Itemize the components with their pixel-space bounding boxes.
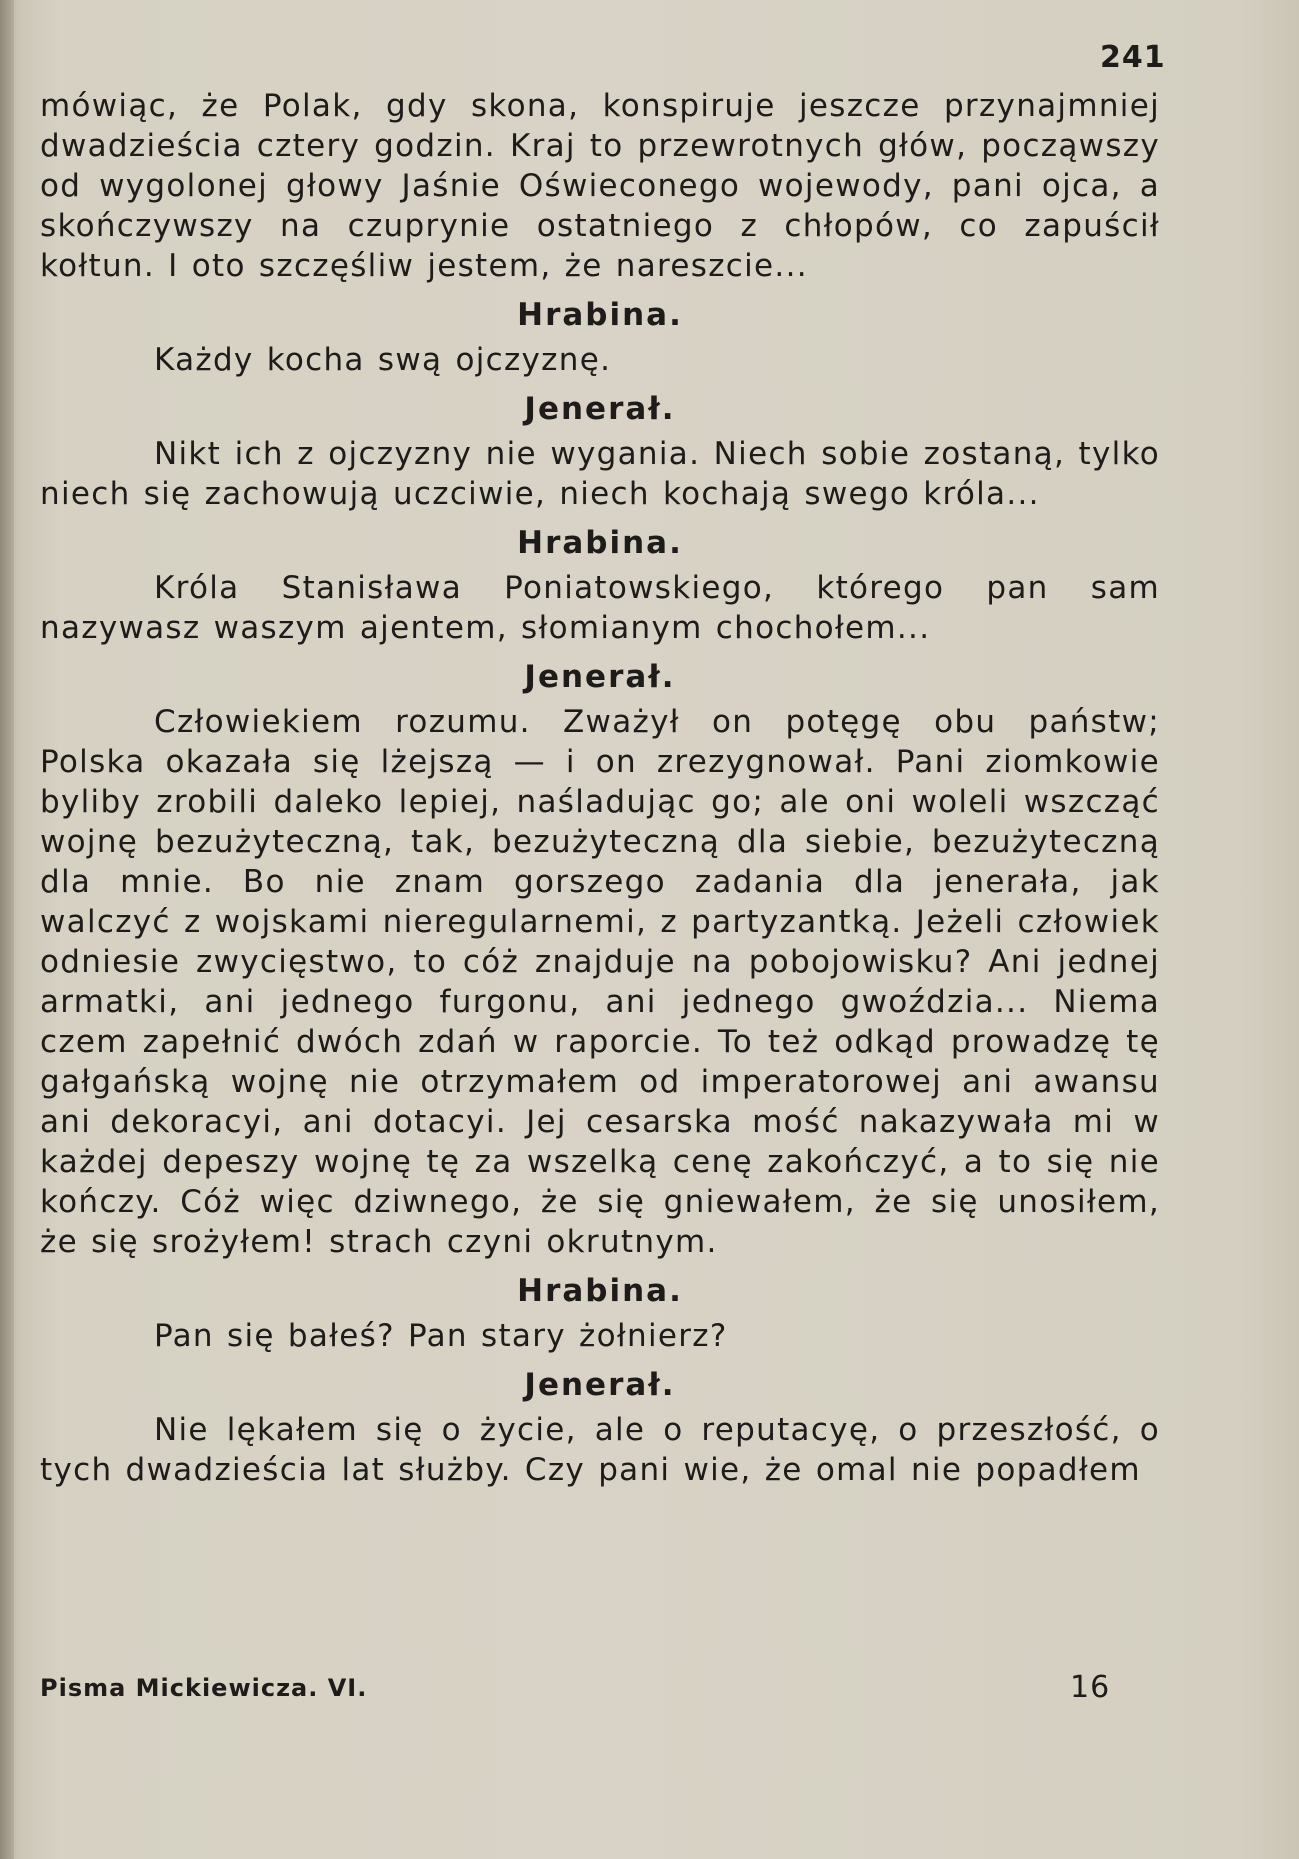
page-gutter-shadow [0,0,14,1859]
paragraph: Nikt ich z ojczyzny nie wygania. Niech sobie zostaną, tylko niech się zachowują uczciwie, niech kochają swego króla... [40,436,1160,512]
paragraph: Człowiekiem rozumu. Zważył on potęgę obu państw; Polska okazała się lżejszą — i on zrezygnował. Pani ziomkowie byliby zrobili daleko lepiej, naśladując go; ale oni woleli wszcząć wojnę bezużyteczną, tak, bezużyteczną dla siebie, bezużyteczną dla mnie. Bo nie znam gorszego zadania dla jenerała, jak walczyć z wojskami nieregularnemi, z partyzantką. Jeżeli człowiek odniesie zwycięstwo, to cóż znajduje na pobojowisku? Ani jednej armatki, ani jednego furgonu, ani jednego gwoździa... Niema czem zapełnić dwóch zdań w raporcie. To też odkąd prowadzę tę gałgańską wojnę nie otrzymałem od imperatorowej ani awansu ani dekoracyi, ani dotacyi. Jej cesarska mość nakazywała mi w każdej depeszy wojnę tę za wszelką cenę zakończyć, a to się nie kończy. Cóż więc dziwnego, że się gniewałem, że się unosiłem, że się srożyłem! strach czyni okrutnym. [40,704,1160,1260]
speaker-heading: Jenerał. [524,659,676,695]
speaker-heading: Hrabina. [517,297,683,333]
speaker-heading: Hrabina. [517,1273,683,1309]
paragraph: Króla Stanisława Poniatowskiego, którego pan sam nazywasz waszym ajentem, słomianym chochołem... [40,570,1160,646]
paragraph: Nie lękałem się o życie, ale o reputacyę, o przeszłość, o tych dwadzieścia lat służby. Czy pani wie, że omal nie popadłem [40,1412,1160,1488]
footer-sheet-number: 16 [1070,1670,1111,1705]
speaker-heading: Jenerał. [524,391,676,427]
paragraph: mówiąc, że Polak, gdy skona, konspiruje jeszcze przynajmniej dwadzieścia cztery godzin. Kraj to przewrotnych głów, począwszy od wygolonej głowy Jaśnie Oświeconego wojewody, pani ojca, a skończywszy na czuprynie ostatniego z chłopów, co zapuścił kołtun. I oto szczęśliw jestem, że nareszcie... [40,88,1160,284]
paragraph: Każdy kocha swą ojczyznę. [154,342,612,378]
page-number: 241 [1100,40,1166,75]
speaker-heading: Hrabina. [517,525,683,561]
paragraph: Pan się bałeś? Pan stary żołnierz? [154,1318,728,1354]
speaker-heading: Jenerał. [524,1367,676,1403]
page-body [40,86,1160,1490]
footer-signature: Pisma Mickiewicza. VI. [40,1674,368,1702]
